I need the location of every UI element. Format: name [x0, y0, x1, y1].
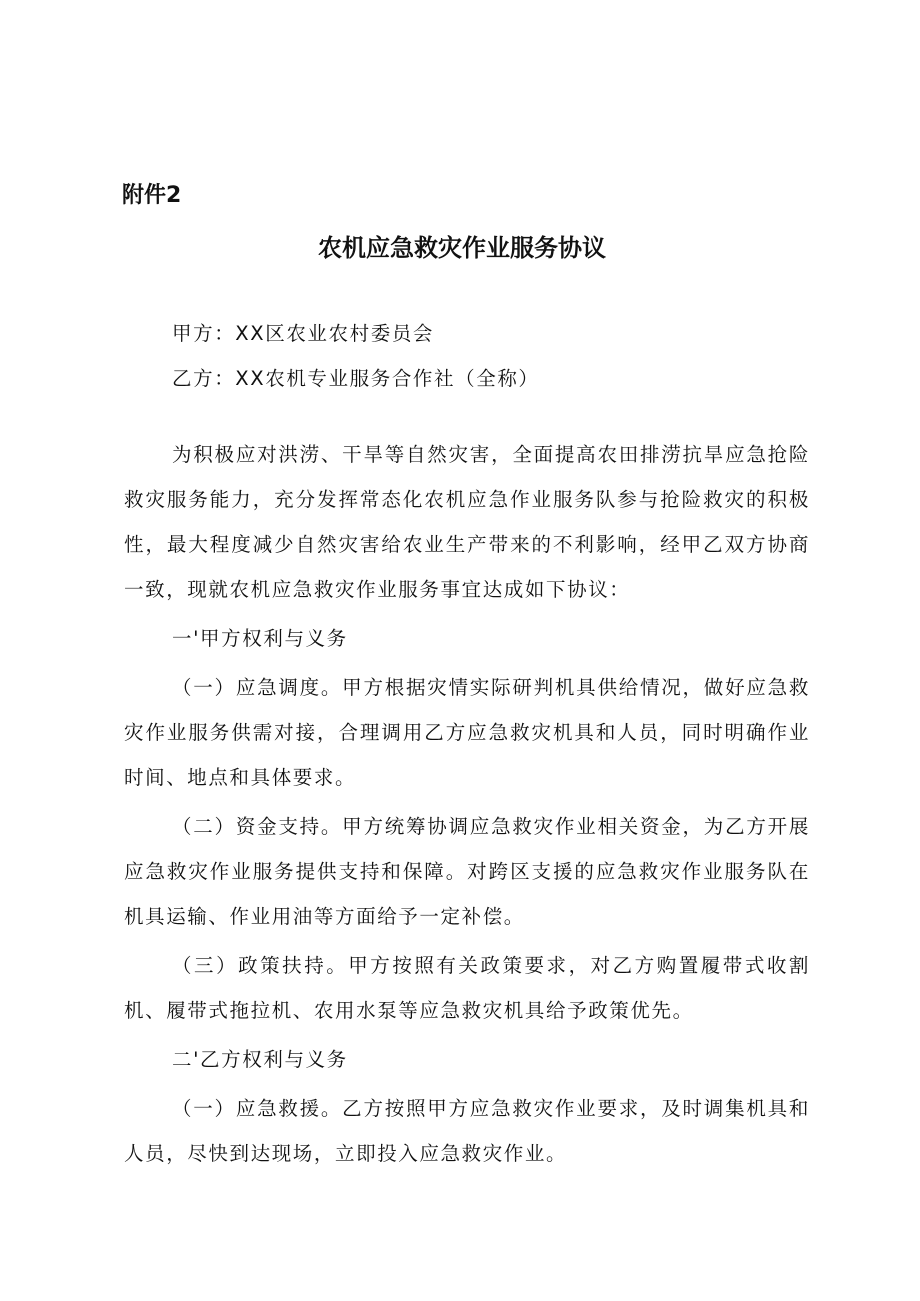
party-b-line: 乙方：XX农机专业服务合作社（全称）: [172, 367, 540, 390]
section-heading-party-a: 一'甲方权利与义务: [172, 627, 348, 650]
intro-paragraph: 为积极应对洪涝、干旱等自然灾害，全面提高农田排涝抗旱应急抢险救灾服务能力，充分发挥常态化农机应急作业服务队参与抢险救灾的积极性，最大程度减少自然灾害给农业生产带来的不利影响，经甲乙双方协商一致，现就农机应急救灾作业服务事宜达成如下协议：: [124, 443, 810, 601]
clause-emergency-rescue: （一）应急救援。乙方按照甲方应急救灾作业要求，及时调集机具和人员，尽快到达现场，立即投入应急救灾作业。: [124, 1097, 810, 1165]
section-heading-party-b: 二'乙方权利与义务: [172, 1048, 348, 1071]
attachment-label: 附件2: [122, 183, 182, 208]
party-a-line: 甲方：XX区农业农村委员会: [172, 322, 435, 345]
clause-policy-support: （三）政策扶持。甲方按照有关政策要求，对乙方购置履带式收割机、履带式拖拉机、农用水泵等应急救灾机具给予政策优先。: [124, 954, 810, 1022]
clause-funding-support: （二）资金支持。甲方统筹协调应急救灾作业相关资金，为乙方开展应急救灾作业服务提供支持和保障。对跨区支援的应急救灾作业服务队在机具运输、作业用油等方面给予一定补偿。: [124, 815, 810, 928]
document-title: 农机应急救灾作业服务协议: [318, 234, 606, 262]
agreement-body: [124, 432, 810, 1176]
clause-emergency-dispatch: （一）应急调度。甲方根据灾情实际研判机具供给情况，做好应急救灾作业服务供需对接，合理调用乙方应急救灾机具和人员，同时明确作业时间、地点和具体要求。: [124, 676, 810, 789]
